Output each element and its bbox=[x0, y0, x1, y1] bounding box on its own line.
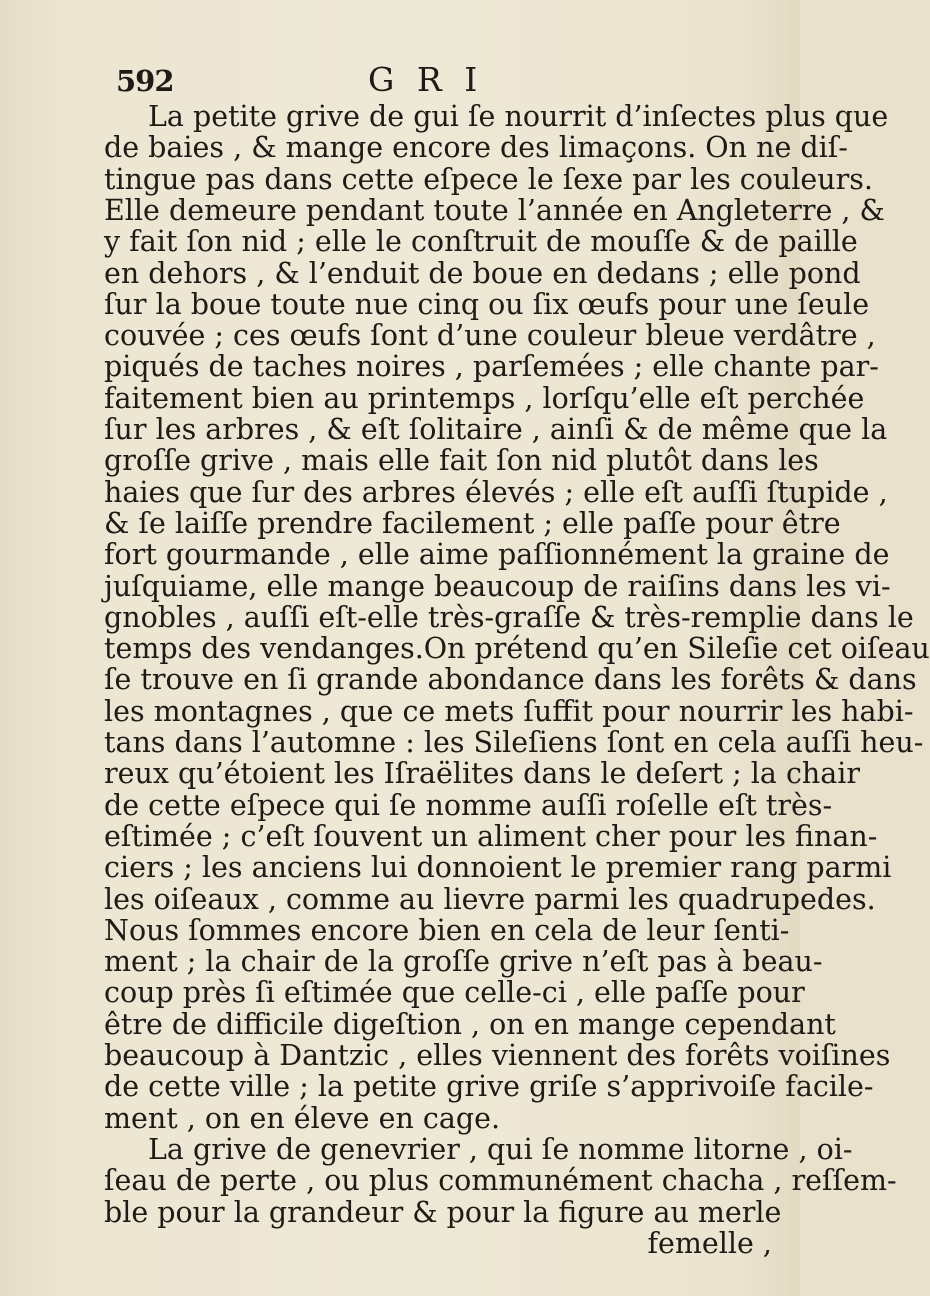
text-line: ſeau de perte , ou plus communément chacha , reſſem- bbox=[104, 1164, 897, 1198]
page-header bbox=[0, 60, 800, 100]
text-line: La petite grive de gui ſe nourrit d’inſectes plus que bbox=[148, 100, 889, 133]
text-line: temps des vendanges.On prétend qu’en Sileſie cet oiſeau bbox=[104, 632, 930, 666]
text-line: eſtimée ; c’eſt ſouvent un aliment cher pour les finan- bbox=[104, 819, 878, 853]
page-number: 592 bbox=[116, 64, 174, 98]
text-line: en dehors , & l’enduit de boue en dedans ; elle pond bbox=[104, 256, 861, 290]
text-line: y fait ſon nid ; elle le conſtruit de mouſſe & de paille bbox=[104, 225, 858, 259]
text-line: La grive de genevrier , qui ſe nomme litorne , oi- bbox=[148, 1132, 853, 1166]
text-line: ſur les arbres , & eſt ſolitaire , ainſi & de même que la bbox=[104, 413, 888, 446]
text-line: de cette eſpece qui ſe nomme auſſi roſelle eſt très- bbox=[104, 788, 833, 822]
text-line: haies que ſur des arbres élevés ; elle eſt auſſi ſtupide , bbox=[104, 475, 888, 509]
text-line: ſe trouve en ſi grande abondance dans les forêts & dans bbox=[104, 663, 917, 697]
text-line: Nous ſommes encore bien en cela de leur ſenti- bbox=[104, 913, 790, 947]
running-head: G R I bbox=[368, 60, 484, 99]
text-line: ble pour la grandeur & pour la figure au merle bbox=[104, 1195, 782, 1229]
text-line: ſur la boue toute nue cinq ou ſix œufs pour une ſeule bbox=[104, 287, 870, 321]
text-line: les oiſeaux , comme au lievre parmi les quadrupedes. bbox=[104, 882, 876, 916]
catchword: femelle , bbox=[647, 1226, 772, 1260]
text-line: piqués de taches noires , parſemées ; elle chante par- bbox=[104, 350, 879, 384]
text-line: ment , on en éleve en cage. bbox=[104, 1101, 501, 1135]
text-line: juſquiame, elle mange beaucoup de raiſins dans les vi- bbox=[104, 569, 891, 603]
text-line: les montagnes , que ce mets ſuffit pour nourrir les habi- bbox=[104, 694, 914, 728]
text-line: couvée ; ces œufs ſont d’une couleur bleue verdâtre , bbox=[104, 319, 876, 353]
text-line: faitement bien au printemps , lorſqu’elle eſt perchée bbox=[104, 381, 865, 415]
text-line: & ſe laiſſe prendre facilement ; elle paſſe pour être bbox=[104, 506, 841, 540]
text-line: de cette ville ; la petite grive griſe s’apprivoiſe facile- bbox=[104, 1070, 874, 1104]
text-line: de baies , & mange encore des limaçons. On ne diſ- bbox=[104, 131, 848, 165]
text-line: fort gourmande , elle aime paſſionnément la graine de bbox=[104, 538, 890, 572]
text-line: ciers ; les anciens lui donnoient le premier rang parmi bbox=[104, 851, 892, 885]
text-line: tans dans l’automne : les Sileſiens ſont en cela auſſi heu- bbox=[104, 726, 924, 759]
text-line: beaucoup à Dantzic , elles viennent des forêts voiſines bbox=[104, 1039, 891, 1072]
text-line: gnobles , auſſi eſt-elle très-graſſe & très-remplie dans le bbox=[104, 600, 914, 634]
text-line: coup près ſi eſtimée que celle-ci , elle paſſe pour bbox=[104, 976, 805, 1010]
text-line: être de difficile digeſtion , on en mange cependant bbox=[104, 1007, 836, 1041]
text-line: tingue pas dans cette eſpece le ſexe par les couleurs. bbox=[104, 162, 873, 196]
text-line: ment ; la chair de la groſſe grive n’eſt pas à beau- bbox=[104, 945, 823, 979]
text-line: reux qu’étoient les Iſraëlites dans le deſert ; la chair bbox=[104, 757, 861, 791]
text-line: Elle demeure pendant toute l’année en Angleterre , & bbox=[104, 193, 885, 227]
text-line: groſſe grive , mais elle fait ſon nid plutôt dans les bbox=[104, 444, 819, 478]
